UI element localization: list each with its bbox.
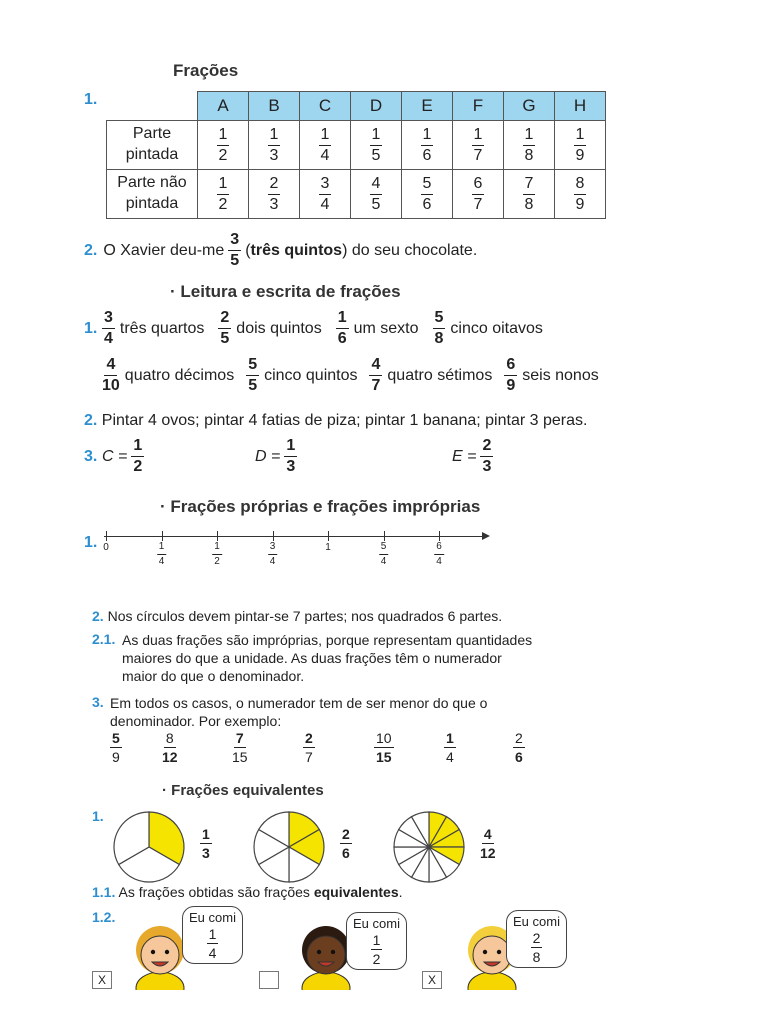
numerator: 1 — [472, 127, 485, 146]
text-line: Em todos os casos, o numerador tem de ser menor do que o — [110, 695, 488, 711]
example-fraction — [303, 731, 315, 764]
child-eye — [317, 950, 321, 954]
text-line: denominador. Por exemplo: — [110, 713, 282, 729]
fraction — [319, 127, 332, 164]
denominator: 12 — [480, 845, 496, 861]
denominator: 6 — [422, 146, 432, 164]
reading-item — [102, 310, 204, 347]
speech-bubble — [346, 912, 407, 970]
numerator: 2 — [218, 310, 231, 329]
denominator: 2 — [214, 556, 220, 567]
denominator: 3 — [482, 458, 492, 475]
numerator: 1 — [268, 127, 281, 146]
q2-fraction — [228, 232, 241, 269]
child-shirt — [302, 972, 350, 990]
fraction-circle — [252, 810, 326, 884]
denominator: 3 — [269, 195, 279, 213]
fraction — [531, 931, 543, 964]
reading-item — [102, 357, 234, 394]
improper-q1-number: 1. — [84, 534, 98, 551]
denominator: 2 — [218, 195, 228, 213]
reading-item — [433, 310, 543, 347]
fraction — [371, 933, 383, 966]
denominator: 15 — [232, 749, 248, 765]
fraction — [421, 127, 434, 164]
reading-item — [218, 310, 321, 347]
table-cell — [198, 170, 249, 219]
reading-item — [336, 310, 419, 347]
reading-row-1 — [102, 310, 543, 347]
numerator: 1 — [284, 438, 297, 457]
child-eye — [497, 950, 501, 954]
section-title-equivalent: · Frações equivalentes — [162, 782, 324, 799]
child-eye — [483, 950, 487, 954]
number-line-tick — [106, 531, 107, 541]
numerator: 3 — [102, 310, 115, 329]
fraction-name: um sexto — [353, 319, 419, 337]
numerator: 3 — [319, 176, 332, 195]
fraction — [268, 127, 281, 164]
fraction — [131, 438, 144, 475]
equation-label: D = — [255, 447, 281, 465]
fraction — [284, 438, 297, 475]
fraction — [513, 731, 525, 764]
denominator: 4 — [320, 195, 330, 213]
child-eye — [151, 950, 155, 954]
number-line-tick — [439, 531, 440, 541]
table-cell — [504, 170, 555, 219]
denominator: 2 — [133, 458, 143, 475]
numerator: 2 — [342, 826, 350, 842]
table-cell — [504, 121, 555, 170]
fractions-table — [106, 91, 606, 219]
circle-fraction — [200, 827, 212, 860]
fraction — [504, 357, 517, 394]
number-line-label: 0 — [103, 542, 109, 553]
denominator: 5 — [220, 330, 230, 347]
numerator: 1 — [574, 127, 587, 146]
example-fraction — [513, 731, 525, 764]
speech-text: Eu comi — [353, 916, 400, 931]
denominator: 15 — [376, 749, 392, 765]
numerator: 8 — [165, 730, 174, 746]
numerator: 7 — [235, 730, 244, 746]
number-line-tick — [162, 531, 163, 541]
fraction — [434, 542, 444, 567]
improper-q2-line — [92, 608, 502, 624]
fraction — [232, 731, 248, 764]
denominator: 4 — [269, 556, 276, 567]
numerator: 6 — [504, 357, 517, 376]
number-line-label: 1 — [325, 542, 331, 553]
fraction-equation — [102, 438, 144, 475]
denominator: 6 — [337, 330, 347, 347]
q2-text-b: ) do seu chocolate. — [342, 241, 478, 259]
denominator: 5 — [371, 146, 381, 164]
col-letter: G — [504, 92, 555, 121]
answer-checkbox[interactable]: X — [92, 971, 112, 989]
numerator: 5 — [112, 730, 120, 746]
fraction-equation — [452, 438, 493, 475]
numerator: 1 — [446, 730, 454, 746]
col-letter: F — [453, 92, 504, 121]
denominator: 4 — [208, 945, 217, 961]
numerator: 5 — [421, 176, 434, 195]
fraction — [574, 127, 587, 164]
row-label-line: Parte — [132, 125, 172, 143]
numerator: 4 — [369, 357, 382, 376]
number-line-label — [434, 542, 444, 567]
reading-item — [369, 357, 492, 394]
col-letter: C — [300, 92, 351, 121]
numerator: 6 — [472, 176, 485, 195]
fraction-circle — [392, 810, 466, 884]
fraction — [207, 927, 219, 960]
denominator: 10 — [102, 377, 120, 394]
equiv-q11-text: As frações obtidas são frações — [118, 884, 310, 900]
fraction — [102, 357, 120, 394]
fraction — [480, 438, 493, 475]
numerator: 4 — [483, 826, 492, 842]
improper-q2-number: 2. — [92, 608, 104, 624]
section-title-improper: · Frações próprias e frações impróprias — [160, 497, 481, 516]
fraction — [472, 176, 485, 213]
col-letter: H — [555, 92, 606, 121]
fraction-name: três quartos — [119, 319, 205, 337]
page-title: Frações — [173, 61, 239, 80]
numerator: 3 — [268, 542, 278, 555]
example-fraction — [374, 731, 394, 764]
fraction-name: seis nonos — [522, 366, 599, 384]
child-face — [307, 936, 345, 974]
table-cell — [555, 170, 606, 219]
denominator: 6 — [515, 749, 523, 765]
reading-q2-line — [84, 412, 587, 430]
number-line-tick — [328, 531, 329, 541]
fraction — [444, 731, 456, 764]
denominator: 4 — [104, 330, 113, 347]
numerator: 5 — [246, 357, 259, 376]
fraction — [340, 827, 352, 860]
arrow-head-icon — [482, 532, 490, 540]
reading-item — [246, 357, 357, 394]
denominator: 8 — [434, 330, 444, 347]
reading-q2-number: 2. — [84, 412, 98, 429]
denominator: 4 — [446, 749, 454, 765]
fraction — [268, 176, 281, 213]
denominator: 4 — [320, 146, 330, 164]
number-line-tick — [217, 531, 218, 541]
denominator: 2 — [218, 146, 228, 164]
numerator: 1 — [421, 127, 434, 146]
number-line — [104, 536, 490, 576]
denominator: 5 — [230, 252, 240, 269]
fraction — [433, 310, 446, 347]
fraction — [200, 827, 212, 860]
table-corner — [107, 92, 198, 121]
fraction — [246, 357, 259, 394]
child-face — [141, 936, 179, 974]
table-cell — [300, 121, 351, 170]
fraction — [110, 731, 122, 764]
answer-checkbox[interactable]: X — [422, 971, 442, 989]
example-fraction — [232, 731, 248, 764]
speech-bubble — [506, 910, 567, 968]
table-cell — [402, 170, 453, 219]
numerator: 1 — [217, 127, 230, 146]
improper-q3-text — [110, 694, 487, 730]
table-row-unpainted — [107, 170, 606, 219]
fraction — [370, 176, 383, 213]
table-cell — [198, 121, 249, 170]
numerator: 4 — [370, 176, 383, 195]
denominator: 6 — [422, 195, 432, 213]
speech-text: Eu comi — [513, 914, 560, 929]
equation-label: E = — [452, 447, 477, 465]
example-fraction — [162, 731, 178, 764]
row-label-line: pintada — [125, 195, 179, 212]
equiv-q1-number: 1. — [92, 808, 104, 824]
fraction — [212, 542, 222, 567]
equiv-q11-line — [92, 884, 403, 900]
fraction-name: cinco quintos — [264, 366, 358, 384]
denominator: 3 — [202, 845, 210, 861]
fraction-circle — [112, 810, 186, 884]
reading-q2-text: Pintar 4 ovos; pintar 4 fatias de piza; pintar 1 banana; pintar 3 peras. — [101, 412, 588, 429]
fraction — [421, 176, 434, 213]
row-label-line: pintada — [125, 146, 179, 163]
paren: ( — [245, 241, 251, 259]
speech-bubble — [182, 906, 243, 964]
fraction — [472, 127, 485, 164]
table-cell — [249, 170, 300, 219]
fraction — [336, 310, 349, 347]
number-line-tick — [273, 531, 274, 541]
numerator: 1 — [370, 127, 383, 146]
period: . — [398, 884, 403, 900]
numerator: 1 — [212, 542, 222, 555]
denominator: 9 — [575, 195, 585, 213]
fraction-name: dois quintos — [236, 319, 322, 337]
denominator: 12 — [162, 749, 178, 765]
numerator: 2 — [515, 730, 523, 746]
numerator: 5 — [433, 310, 446, 329]
fraction — [162, 731, 178, 764]
row-label-painted — [107, 121, 198, 170]
numerator: 6 — [434, 542, 444, 555]
table-cell — [453, 121, 504, 170]
numerator: 1 — [523, 127, 536, 146]
equiv-q11-bold: equivalentes — [313, 884, 399, 900]
numerator: 2 — [532, 930, 541, 946]
table-cell — [351, 121, 402, 170]
fraction — [102, 310, 115, 347]
child-eye — [165, 950, 169, 954]
section-title-reading: · Leitura e escrita de frações — [170, 282, 401, 301]
denominator: 9 — [575, 146, 585, 164]
denominator: 7 — [305, 749, 313, 765]
numerator: 1 — [131, 438, 144, 457]
numerator: 1 — [217, 176, 230, 195]
fraction-name: quatro sétimos — [387, 366, 493, 384]
equiv-q12-number: 1.2. — [92, 909, 116, 925]
table-cell — [402, 121, 453, 170]
denominator: 6 — [342, 845, 350, 861]
fraction — [217, 127, 230, 164]
q2-bold: três quintos — [250, 241, 343, 259]
improper-q21-text — [122, 631, 532, 685]
numerator: 1 — [336, 310, 349, 329]
denominator: 9 — [112, 749, 120, 765]
answer-checkbox[interactable] — [259, 971, 279, 989]
denominator: 4 — [436, 556, 442, 567]
numerator: 7 — [523, 176, 536, 195]
numerator: 1 — [372, 932, 381, 948]
denominator: 8 — [524, 195, 534, 213]
denominator: 7 — [371, 377, 381, 394]
col-letter: A — [198, 92, 249, 121]
fraction — [379, 542, 389, 567]
fraction — [303, 731, 315, 764]
fraction — [217, 176, 230, 213]
text-line: maiores do que a unidade. As duas frações têm o numerador — [122, 650, 502, 666]
denominator: 4 — [158, 556, 165, 567]
fraction — [370, 127, 383, 164]
example-fraction — [444, 731, 456, 764]
fraction — [157, 542, 167, 567]
fraction — [523, 176, 536, 213]
number-line-tick — [384, 531, 385, 541]
fraction — [369, 357, 382, 394]
number-line-label — [157, 542, 167, 567]
improper-q3-number: 3. — [92, 694, 104, 710]
table-cell — [453, 170, 504, 219]
table-cell — [300, 170, 351, 219]
denominator: 8 — [524, 146, 534, 164]
reading-q3-number: 3. — [84, 448, 98, 465]
denominator: 4 — [380, 556, 387, 567]
numerator: 1 — [202, 826, 210, 842]
text-line: maior do que o denominador. — [122, 668, 305, 684]
denominator: 3 — [269, 146, 279, 164]
fraction — [574, 176, 587, 213]
table-row-painted — [107, 121, 606, 170]
q1-number: 1. — [84, 91, 98, 108]
denominator: 3 — [286, 458, 296, 475]
fraction — [218, 310, 231, 347]
table-cell — [555, 121, 606, 170]
number-line-label — [268, 542, 278, 567]
numerator: 1 — [319, 127, 332, 146]
numerator: 10 — [376, 730, 392, 746]
denominator: 7 — [473, 146, 483, 164]
numerator: 2 — [268, 176, 281, 195]
denominator: 8 — [532, 949, 541, 965]
denominator: 7 — [473, 195, 483, 213]
row-label-line: Parte não — [117, 174, 187, 192]
denominator: 2 — [372, 951, 381, 967]
speech-text: Eu comi — [189, 910, 236, 925]
equiv-q11-number: 1.1. — [92, 884, 116, 900]
text-line: As duas frações são impróprias, porque representam quantidades — [122, 632, 533, 648]
number-line-label — [379, 542, 389, 567]
fraction — [374, 731, 394, 764]
child-shirt — [136, 972, 184, 990]
example-fraction — [110, 731, 122, 764]
numerator: 2 — [480, 438, 493, 457]
table-cell — [249, 121, 300, 170]
denominator: 9 — [506, 377, 516, 394]
reading-row-2 — [102, 357, 599, 394]
child-eye — [331, 950, 335, 954]
circle-fraction — [340, 827, 352, 860]
row-label-unpainted — [107, 170, 198, 219]
denominator: 5 — [248, 377, 258, 394]
child-shirt — [468, 972, 516, 990]
table-cell — [351, 170, 402, 219]
numerator: 1 — [157, 542, 167, 555]
denominator: 5 — [371, 195, 381, 213]
number-line-label — [212, 542, 222, 567]
fraction — [480, 827, 496, 860]
circle-fraction — [480, 827, 496, 860]
fraction-name: quatro décimos — [124, 366, 235, 384]
fraction — [523, 127, 536, 164]
q2-line — [84, 232, 477, 269]
q2-number: 2. — [84, 241, 98, 259]
q2-text-a: O Xavier deu-me — [103, 241, 225, 259]
numerator: 3 — [228, 232, 241, 251]
col-letter: E — [402, 92, 453, 121]
fraction-name: cinco oitavos — [450, 319, 543, 337]
fraction — [268, 542, 278, 567]
numerator: 8 — [574, 176, 587, 195]
improper-q21-number: 2.1. — [92, 631, 116, 647]
improper-q2-text: Nos círculos devem pintar-se 7 partes; nos quadrados 6 partes. — [107, 608, 503, 624]
fraction — [319, 176, 332, 213]
numerator: 2 — [305, 730, 313, 746]
col-letter: B — [249, 92, 300, 121]
reading-q1-number: 1. — [84, 320, 98, 337]
numerator: 1 — [208, 926, 217, 942]
numerator: 5 — [379, 542, 389, 555]
equation-label: C = — [102, 447, 128, 465]
col-letter: D — [351, 92, 402, 121]
numerator: 4 — [104, 357, 117, 376]
reading-item — [504, 357, 598, 394]
fraction-equation — [255, 438, 297, 475]
table-header-row — [107, 92, 606, 121]
